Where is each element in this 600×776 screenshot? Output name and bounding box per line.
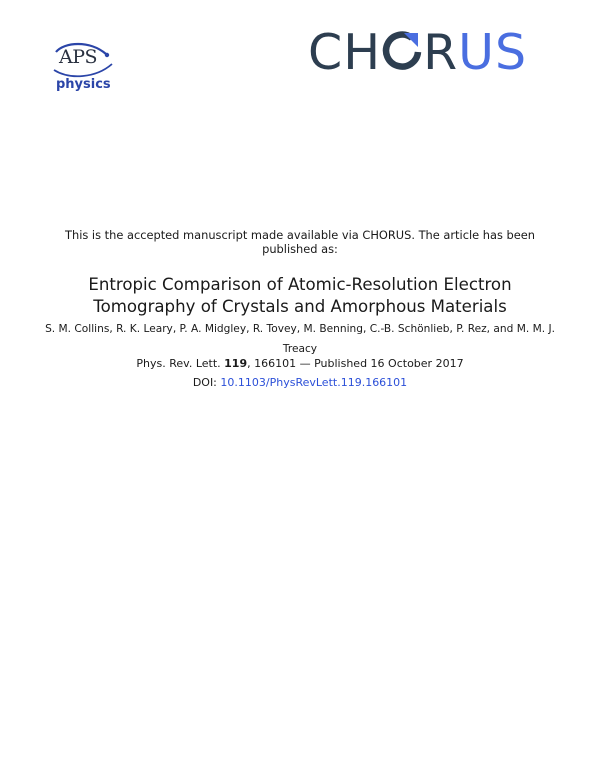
aps-letters: APS	[59, 46, 98, 68]
aps-physics-label: physics	[56, 77, 111, 92]
chorus-logo-r: R	[423, 24, 459, 81]
aps-physics-logo	[50, 40, 120, 96]
chorus-logo-ch: CH	[308, 24, 382, 81]
article-number-date: , 166101 — Published 16 October 2017	[247, 357, 464, 370]
article-citation	[0, 355, 600, 373]
chorus-o-arrow-icon	[382, 29, 422, 75]
doi-link[interactable]: 10.1103/PhysRevLett.119.166101	[220, 376, 408, 389]
article-authors: S. M. Collins, R. K. Leary, P. A. Midgley, R. Tovey, M. Benning, C.-B. Schönlieb, P. Rez, and M. M. J. Treacy	[45, 323, 555, 355]
journal-name: Phys. Rev. Lett.	[136, 357, 221, 370]
journal-volume: 119	[224, 357, 248, 370]
chorus-logo	[308, 22, 527, 84]
manuscript-notice: This is the accepted manuscript made available via CHORUS. The article has been published as:	[65, 228, 535, 256]
doi-line	[0, 374, 600, 392]
chorus-logo-us: US	[458, 24, 528, 81]
doi-label: DOI:	[192, 376, 217, 389]
article-title: Entropic Comparison of Atomic-Resolution Electron Tomography of Crystals and Amorphous Materials	[88, 275, 512, 316]
